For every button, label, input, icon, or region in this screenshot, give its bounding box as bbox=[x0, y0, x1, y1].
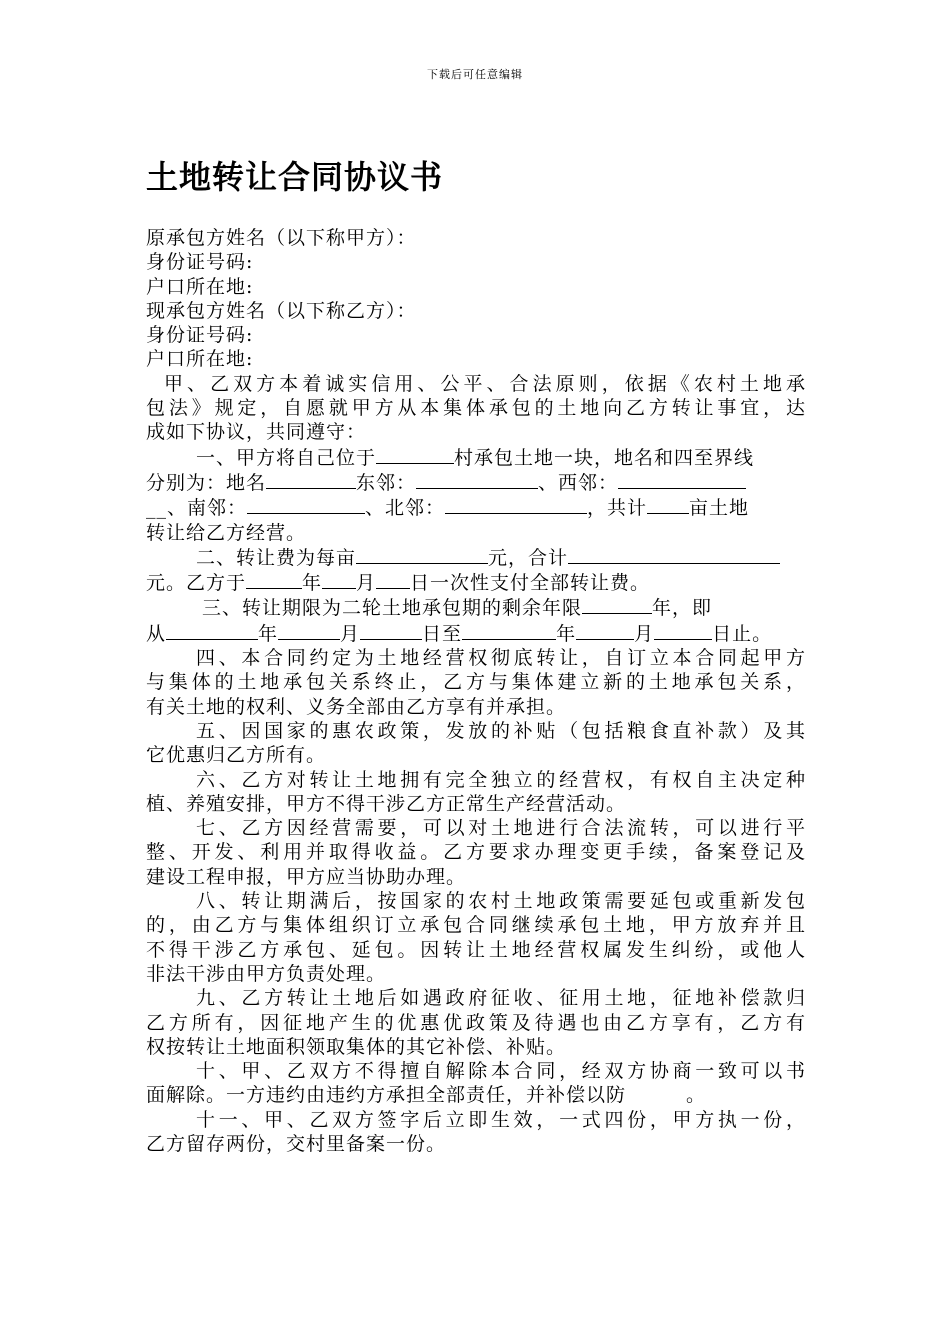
clause-10-line: 十、甲、乙双方不得擅自解除本合同，经双方协商一致可以书 bbox=[196, 1060, 806, 1083]
west-blank bbox=[618, 470, 746, 489]
clause-6-line: 植、养殖安排，甲方不得干涉乙方正常生产经营活动。 bbox=[146, 792, 627, 815]
clause-6-line: 六、乙方对转让土地拥有完全独立的经营权，有权自主决定种 bbox=[196, 768, 806, 791]
clause-3-line: 从 年 月 日至 年 月 日止。 bbox=[146, 622, 773, 645]
east-blank bbox=[416, 470, 538, 489]
location-blank bbox=[376, 445, 454, 464]
party-b-id: 身份证号码: bbox=[146, 324, 254, 347]
preamble-line: 成如下协议，共同遵守： bbox=[146, 421, 367, 444]
clause-9-line: 乙方所有，因征地产生的优惠优政策及待遇也由乙方享有，乙方有 bbox=[146, 1011, 806, 1034]
end-day-blank bbox=[654, 621, 712, 640]
clause-4-line: 四、本合同约定为土地经营权彻底转让，自订立本合同起甲方 bbox=[196, 647, 806, 670]
place-name-blank bbox=[266, 470, 356, 489]
document-body bbox=[146, 226, 806, 1156]
start-day-blank bbox=[360, 621, 422, 640]
remaining-years-blank bbox=[582, 595, 652, 614]
header-note: 下载后可任意编辑 bbox=[427, 68, 523, 81]
clause-2-line: 元。乙方于 年 月 日一次性支付全部转让费。 bbox=[146, 572, 651, 595]
clause-3-line: 三、转让期限为二轮土地承包期的剩余年限 年，即 bbox=[202, 597, 713, 620]
clause-8-line: 不得干涉乙方承包、延包。因转让土地经营权属发生纠纷，或他人 bbox=[146, 938, 806, 961]
clause-4-line: 与集体的土地承包关系终止，乙方与集体建立新的土地承包关系， bbox=[146, 671, 806, 694]
clause-2-line: 二、转让费为每亩 元，合计 bbox=[146, 545, 806, 570]
preamble-line: 甲、乙双方本着诚实信用、公平、合法原则，依据《农村土地承 bbox=[164, 372, 806, 395]
pay-year-blank bbox=[246, 570, 302, 589]
north-blank bbox=[445, 495, 587, 514]
clause-5-line: 五、因国家的惠农政策，发放的补贴（包括粮食直补款）及其 bbox=[196, 719, 806, 742]
clause-8-line: 的，由乙方与集体组织订立承包合同继续承包土地，甲方放弃并且 bbox=[146, 914, 806, 937]
clause-9-line: 权按转让土地面积领取集体的其它补偿、补贴。 bbox=[146, 1035, 567, 1058]
area-blank bbox=[647, 495, 689, 514]
clause-1-line: 转让给乙方经营。 bbox=[146, 521, 307, 544]
clause-1-line: 一、甲方将自己位于 村承包土地一块，地名和四至界线 bbox=[196, 446, 755, 469]
price-per-mu-blank bbox=[356, 545, 488, 564]
party-a-name: 原承包方姓名（以下称甲方）： bbox=[146, 227, 417, 249]
clause-1-line: __、南邻： 、北邻： ，共计 亩土地 bbox=[146, 497, 750, 520]
clause-8-line: 非法干涉由甲方负责处理。 bbox=[146, 962, 387, 985]
start-year-blank bbox=[166, 621, 258, 640]
document-title: 土地转让合同协议书 bbox=[146, 158, 444, 196]
party-b-address: 户口所在地: bbox=[146, 348, 254, 371]
clause-8-line: 八、转让期满后，按国家的农村土地政策需要延包或重新发包 bbox=[196, 890, 806, 913]
clause-7-line: 整、开发、利用并取得收益。乙方要求办理变更手续，备案登记及 bbox=[146, 841, 806, 864]
preamble-line: 包法》规定，自愿就甲方从本集体承包的土地向乙方转让事宜，达 bbox=[146, 397, 806, 420]
clause-5-line: 它优惠归乙方所有。 bbox=[146, 744, 327, 767]
clause-11-line: 乙方留存两份，交村里备案一份。 bbox=[146, 1132, 447, 1155]
party-a-address: 户口所在地: bbox=[146, 275, 254, 298]
pay-day-blank bbox=[376, 570, 410, 589]
pay-month-blank bbox=[322, 570, 356, 589]
end-month-blank bbox=[576, 621, 634, 640]
clause-9-line: 九、乙方转让土地后如遇政府征收、征用土地，征地补偿款归 bbox=[196, 987, 806, 1010]
party-a-id: 身份证号码: bbox=[146, 251, 254, 274]
clause-10-line: 面解除。一方违约由违约方承担全部责任，并补偿以防 。 bbox=[146, 1084, 707, 1107]
end-year-blank bbox=[462, 621, 556, 640]
clause-7-line: 建设工程申报，甲方应当协助办理。 bbox=[146, 865, 467, 888]
south-blank bbox=[247, 495, 365, 514]
start-month-blank bbox=[278, 621, 340, 640]
clause-11-line: 十一、甲、乙双方签字后立即生效，一式四份，甲方执一份， bbox=[196, 1108, 806, 1131]
total-blank bbox=[568, 545, 780, 564]
clause-4-line: 有关土地的权利、义务全部由乙方享有并承担。 bbox=[146, 695, 567, 718]
clause-7-line: 七、乙方因经营需要，可以对土地进行合法流转，可以进行平 bbox=[196, 817, 806, 840]
party-b-name: 现承包方姓名（以下称乙方）： bbox=[146, 299, 417, 322]
clause-1-line: 分别为：地名 东邻： 、西邻： bbox=[146, 470, 806, 495]
